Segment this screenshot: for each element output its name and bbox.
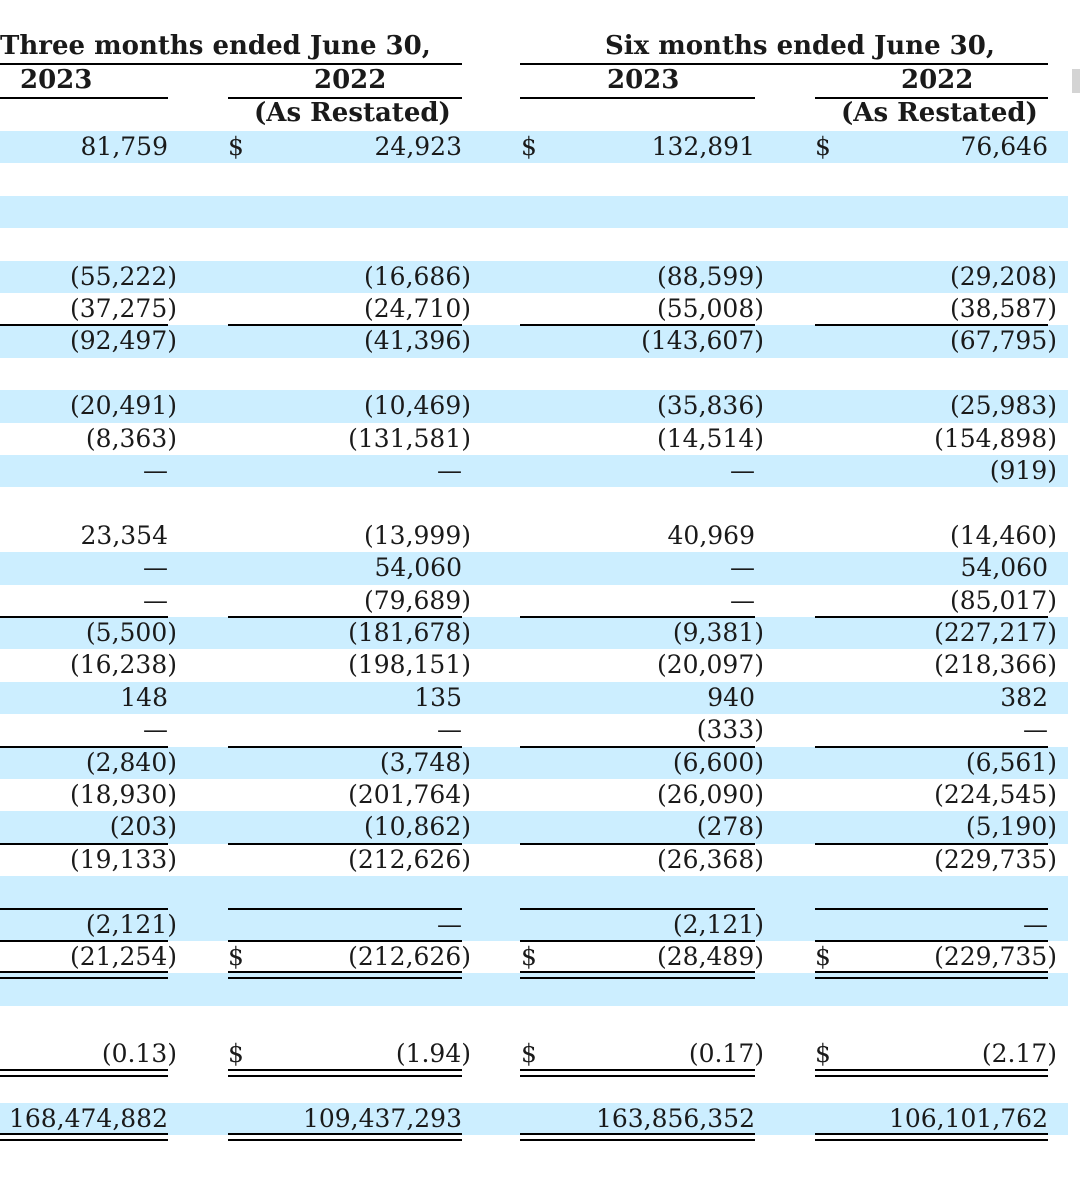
restated-label-three-months: (As Restated) bbox=[254, 98, 451, 128]
subtotal-rule bbox=[520, 616, 755, 618]
subtotal-rule bbox=[228, 324, 462, 326]
table-cell: — bbox=[143, 715, 168, 745]
subtotal-rule bbox=[815, 324, 1048, 326]
table-cell: (227,217) bbox=[934, 618, 1057, 647]
table-cell: 54,060 bbox=[960, 553, 1048, 583]
double-rule bbox=[520, 1133, 755, 1141]
table-cell: (218,366) bbox=[934, 650, 1057, 680]
table-cell: 168,474,882 bbox=[8, 1104, 168, 1133]
table-cell: 81,759 bbox=[80, 132, 168, 161]
double-rule bbox=[815, 971, 1048, 979]
table-cell: (0.17) bbox=[688, 1039, 764, 1069]
table-cell: 76,646 bbox=[960, 132, 1048, 161]
table-cell: (212,626) bbox=[348, 942, 471, 971]
table-cell: (181,678) bbox=[348, 618, 471, 647]
subtotal-rule bbox=[0, 746, 168, 748]
subtotal-rule bbox=[520, 843, 755, 845]
subtotal-rule bbox=[815, 616, 1048, 618]
table-cell: (2.17) bbox=[981, 1039, 1057, 1069]
table-cell: (198,151) bbox=[348, 650, 471, 680]
table-cell: (0.13) bbox=[101, 1039, 177, 1069]
table-cell: (24,710) bbox=[364, 294, 471, 323]
total-top-rule bbox=[815, 940, 1048, 942]
table-cell: (6,600) bbox=[672, 747, 764, 777]
table-cell: 109,437,293 bbox=[302, 1104, 462, 1133]
subtotal-rule bbox=[228, 843, 462, 845]
table-cell: 24,923 bbox=[374, 132, 462, 161]
table-cell: (18,930) bbox=[70, 780, 177, 809]
table-cell: (16,686) bbox=[364, 261, 471, 291]
double-rule bbox=[520, 971, 755, 979]
double-rule bbox=[520, 1069, 755, 1077]
double-rule bbox=[815, 1133, 1048, 1141]
table-cell: 382 bbox=[1000, 682, 1048, 712]
table-cell: (10,862) bbox=[364, 812, 471, 842]
table-cell: (20,097) bbox=[657, 650, 764, 680]
table-cell: (92,497) bbox=[70, 326, 177, 356]
table-cell: (14,460) bbox=[950, 520, 1057, 550]
table-cell: (9,381) bbox=[672, 618, 764, 647]
dollar-sign: $ bbox=[815, 942, 831, 971]
table-cell: (919) bbox=[989, 456, 1057, 485]
table-cell: (203) bbox=[109, 812, 177, 842]
double-rule bbox=[228, 1133, 462, 1141]
table-cell: — bbox=[143, 553, 168, 583]
double-rule bbox=[0, 1069, 168, 1077]
table-cell: — bbox=[437, 715, 462, 745]
subtotal-rule bbox=[228, 616, 462, 618]
table-cell: (224,545) bbox=[934, 780, 1057, 809]
table-cell: — bbox=[730, 585, 755, 615]
table-cell: (5,500) bbox=[85, 618, 177, 647]
table-cell: (26,368) bbox=[657, 844, 764, 874]
table-cell: 54,060 bbox=[374, 553, 462, 583]
table-cell: — bbox=[730, 456, 755, 485]
table-cell: — bbox=[437, 909, 462, 939]
subtotal-rule bbox=[0, 324, 168, 326]
six-months-header: Six months ended June 30, bbox=[605, 31, 995, 61]
table-cell: — bbox=[143, 456, 168, 485]
table-cell: (10,469) bbox=[364, 391, 471, 421]
subtotal-rule bbox=[815, 746, 1048, 748]
subtotal-rule bbox=[520, 746, 755, 748]
table-cell: 40,969 bbox=[667, 520, 755, 550]
table-cell: (8,363) bbox=[85, 423, 177, 453]
total-top-rule bbox=[0, 940, 168, 942]
row-band bbox=[0, 876, 1068, 908]
row-band bbox=[0, 196, 1068, 228]
table-cell: 940 bbox=[707, 682, 755, 712]
dollar-sign: $ bbox=[521, 132, 537, 161]
table-cell: (6,561) bbox=[965, 747, 1057, 777]
table-cell: (5,190) bbox=[965, 812, 1057, 842]
col-2022-six-months: 2022 bbox=[901, 65, 974, 95]
table-cell: 23,354 bbox=[80, 520, 168, 550]
table-cell: (229,735) bbox=[934, 942, 1057, 971]
table-cell: (26,090) bbox=[657, 780, 764, 809]
table-cell: (278) bbox=[696, 812, 764, 842]
subtotal-rule bbox=[0, 908, 168, 910]
table-cell: (16,238) bbox=[70, 650, 177, 680]
subtotal-rule bbox=[520, 908, 755, 910]
double-rule bbox=[815, 1069, 1048, 1077]
table-cell: (35,836) bbox=[657, 391, 764, 421]
table-cell: (3,748) bbox=[379, 747, 471, 777]
subtotal-rule bbox=[228, 908, 462, 910]
table-cell: 132,891 bbox=[651, 132, 755, 161]
table-cell: (37,275) bbox=[70, 294, 177, 323]
table-cell: (41,396) bbox=[364, 326, 471, 356]
dollar-sign: $ bbox=[815, 1039, 831, 1069]
table-cell: — bbox=[437, 456, 462, 485]
double-rule bbox=[0, 1133, 168, 1141]
table-cell: (38,587) bbox=[950, 294, 1057, 323]
table-cell: (19,133) bbox=[70, 844, 177, 874]
col-2023-three-months-rule bbox=[0, 97, 168, 99]
subtotal-rule bbox=[0, 616, 168, 618]
col-2023-six-months-rule bbox=[520, 97, 755, 99]
table-cell: (67,795) bbox=[950, 326, 1057, 356]
table-cell: — bbox=[1023, 909, 1048, 939]
table-cell: (201,764) bbox=[348, 780, 471, 809]
table-cell: 163,856,352 bbox=[595, 1104, 755, 1133]
restated-label-six-months: (As Restated) bbox=[841, 98, 1038, 128]
col-2022-three-months: 2022 bbox=[314, 65, 387, 95]
subtotal-rule bbox=[228, 746, 462, 748]
dollar-sign: $ bbox=[521, 942, 537, 971]
table-cell: — bbox=[730, 553, 755, 583]
table-cell: (21,254) bbox=[70, 942, 177, 971]
table-cell: (29,208) bbox=[950, 261, 1057, 291]
table-cell: (85,017) bbox=[950, 585, 1057, 615]
col-2023-three-months: 2023 bbox=[20, 65, 93, 95]
total-top-rule bbox=[520, 940, 755, 942]
table-cell: (20,491) bbox=[70, 391, 177, 421]
table-cell: (212,626) bbox=[348, 844, 471, 874]
subtotal-rule bbox=[0, 843, 168, 845]
double-rule bbox=[228, 971, 462, 979]
table-cell: 135 bbox=[414, 682, 462, 712]
table-cell: (14,514) bbox=[657, 423, 764, 453]
dollar-sign: $ bbox=[815, 132, 831, 161]
table-cell: (88,599) bbox=[657, 261, 764, 291]
subtotal-rule bbox=[520, 324, 755, 326]
table-cell: (143,607) bbox=[641, 326, 764, 356]
subtotal-rule bbox=[815, 908, 1048, 910]
table-cell: — bbox=[1023, 715, 1048, 745]
table-cell: (13,999) bbox=[364, 520, 471, 550]
col-2023-six-months: 2023 bbox=[607, 65, 680, 95]
table-cell: (55,222) bbox=[70, 261, 177, 291]
double-rule bbox=[228, 1069, 462, 1077]
table-cell: (154,898) bbox=[934, 423, 1057, 453]
table-cell: (55,008) bbox=[657, 294, 764, 323]
table-cell: (131,581) bbox=[348, 423, 471, 453]
subtotal-rule bbox=[815, 843, 1048, 845]
dollar-sign: $ bbox=[228, 132, 244, 161]
table-cell: (79,689) bbox=[364, 585, 471, 615]
table-cell: 148 bbox=[120, 682, 168, 712]
dollar-sign: $ bbox=[521, 1039, 537, 1069]
three-months-header: Three months ended June 30, bbox=[0, 31, 431, 61]
table-cell: (28,489) bbox=[657, 942, 764, 971]
scrollbar-thumb[interactable] bbox=[1072, 69, 1080, 93]
dollar-sign: $ bbox=[228, 1039, 244, 1069]
table-cell: (25,983) bbox=[950, 391, 1057, 421]
total-top-rule bbox=[228, 940, 462, 942]
table-cell: (2,840) bbox=[85, 747, 177, 777]
double-rule bbox=[0, 971, 168, 979]
table-cell: (1.94) bbox=[395, 1039, 471, 1069]
table-cell: (229,735) bbox=[934, 844, 1057, 874]
table-cell: (2,121) bbox=[672, 909, 764, 939]
table-cell: — bbox=[143, 585, 168, 615]
table-cell: 106,101,762 bbox=[888, 1104, 1048, 1133]
dollar-sign: $ bbox=[228, 942, 244, 971]
table-cell: (2,121) bbox=[85, 909, 177, 939]
table-cell: (333) bbox=[696, 715, 764, 745]
